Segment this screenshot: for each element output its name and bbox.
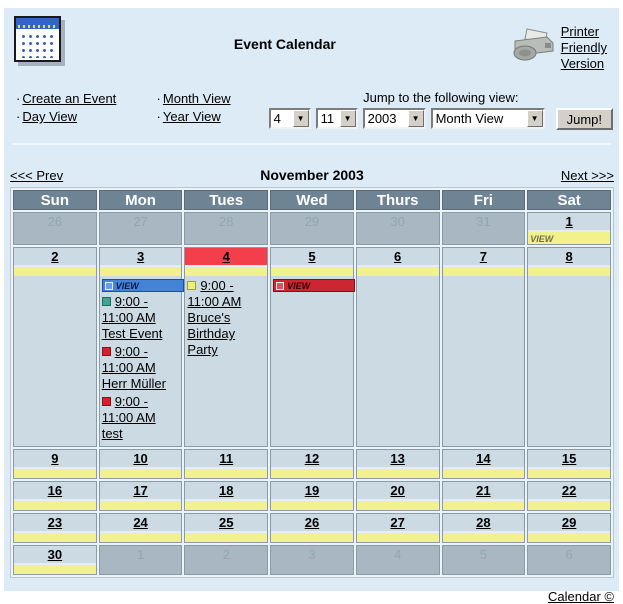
day-cell: [270, 513, 354, 543]
day-cell: [356, 247, 440, 447]
date-row: [528, 482, 610, 499]
day-cell: [13, 545, 97, 575]
event-color-icon: [102, 397, 111, 406]
day-header: Thurs: [356, 190, 440, 210]
event-strip[interactable]: [14, 265, 96, 276]
event-strip[interactable]: [185, 467, 267, 478]
page-panel: [4, 8, 619, 591]
date-row: [357, 482, 439, 499]
date-row: [528, 450, 610, 467]
view-label: VIEW: [116, 281, 139, 291]
day-cell: [99, 212, 183, 245]
event-strip[interactable]: [357, 531, 439, 542]
date-row: [528, 546, 610, 563]
view-button-blue[interactable]: [102, 279, 184, 292]
event-strip[interactable]: [185, 499, 267, 510]
view-label: VIEW: [530, 234, 553, 244]
divider: [12, 143, 611, 145]
date-row: [271, 450, 353, 467]
day-link[interactable]: 30: [48, 547, 62, 562]
day-cell: [270, 481, 354, 511]
event-strip[interactable]: [443, 531, 525, 542]
chevron-down-icon: ▼: [408, 110, 424, 127]
date-row: [14, 248, 96, 265]
date-row: [185, 248, 267, 265]
day-cell: [13, 481, 97, 511]
day-number-inactive: 28: [219, 214, 233, 229]
day-cell: [184, 449, 268, 479]
prev-month-link[interactable]: <<< Prev: [10, 168, 63, 183]
day-link[interactable]: 14: [476, 451, 490, 466]
date-row: [14, 450, 96, 467]
day-link[interactable]: 11: [219, 451, 233, 466]
day-cell: [356, 513, 440, 543]
jump-controls: [269, 108, 613, 130]
nav-link-create-event[interactable]: Create an Event: [22, 91, 116, 106]
day-cell: [270, 545, 354, 575]
event-strip[interactable]: [528, 531, 610, 542]
day-cell: [184, 545, 268, 575]
date-row: [443, 248, 525, 265]
day-header: Wed: [270, 190, 354, 210]
day-link[interactable]: 3: [137, 249, 144, 264]
view-select[interactable]: [431, 108, 545, 129]
day-cell: [527, 513, 611, 543]
event-strip[interactable]: [357, 499, 439, 510]
date-row: [100, 248, 182, 265]
footer: [10, 589, 614, 604]
day-cell: [184, 247, 268, 447]
event-strip[interactable]: [528, 499, 610, 510]
day-link[interactable]: 10: [133, 451, 147, 466]
date-row: [357, 213, 439, 230]
event-strip[interactable]: [271, 499, 353, 510]
date-row: [185, 213, 267, 230]
day-link[interactable]: 24: [133, 515, 147, 530]
printer-icon[interactable]: [509, 25, 557, 72]
events-area: [528, 276, 610, 426]
event-strip[interactable]: [100, 499, 182, 510]
printer-friendly-links: [561, 24, 607, 72]
day-header: Mon: [99, 190, 183, 210]
day-cell: [356, 449, 440, 479]
week-row: [13, 545, 611, 575]
day-link[interactable]: 2: [51, 249, 58, 264]
day-cell: [99, 247, 183, 447]
date-row: [100, 514, 182, 531]
event-strip[interactable]: [100, 467, 182, 478]
date-row: [14, 514, 96, 531]
events-area: [443, 276, 525, 426]
day-number-inactive: 29: [305, 214, 319, 229]
day-link[interactable]: 29: [562, 515, 576, 530]
event-strip[interactable]: [271, 531, 353, 542]
event-link[interactable]: [102, 394, 180, 442]
event-color-icon: [187, 281, 196, 290]
jump-panel: [269, 90, 613, 130]
day-cell: [356, 212, 440, 245]
date-row: [443, 482, 525, 499]
day-cell: [184, 212, 268, 245]
day-link[interactable]: 25: [219, 515, 233, 530]
day-cell: [527, 481, 611, 511]
day-select-value: 11: [318, 110, 340, 127]
event-strip[interactable]: [14, 531, 96, 542]
date-row: [357, 248, 439, 265]
day-number-inactive: 2: [223, 547, 230, 562]
event-strip[interactable]: [528, 265, 610, 276]
day-number-inactive: 3: [308, 547, 315, 562]
event-link[interactable]: [187, 278, 265, 358]
day-link[interactable]: 20: [390, 483, 404, 498]
date-row: [528, 248, 610, 265]
event-strip[interactable]: [185, 265, 267, 276]
day-cell: [527, 212, 611, 245]
date-row: [357, 546, 439, 563]
date-row: [271, 514, 353, 531]
nav-row: [16, 90, 613, 130]
date-row: [357, 514, 439, 531]
day-cell: [356, 545, 440, 575]
nav-link-month-view[interactable]: Month View: [163, 91, 231, 106]
printer-friendly-link-line2[interactable]: Friendly: [561, 40, 607, 56]
week-row: [13, 247, 611, 447]
event-color-icon: [102, 297, 111, 306]
event-strip[interactable]: [443, 265, 525, 276]
month-bar: [10, 167, 614, 183]
event-label: 9:00 - 11:00 AM Bruce's Birthday Party: [187, 278, 241, 357]
event-strip[interactable]: [100, 265, 182, 276]
nav-column-2: [157, 90, 269, 130]
date-row: [271, 546, 353, 563]
day-link[interactable]: 21: [476, 483, 490, 498]
day-link[interactable]: 26: [305, 515, 319, 530]
day-cell: [99, 513, 183, 543]
chevron-down-icon: ▼: [293, 110, 309, 127]
event-label: 9:00 - 11:00 AM test: [102, 394, 156, 441]
date-row: [14, 546, 96, 563]
day-link[interactable]: 17: [133, 483, 147, 498]
date-row: [443, 213, 525, 230]
date-row: [185, 546, 267, 563]
month-select-value: 4: [271, 110, 293, 127]
events-area: [185, 276, 267, 426]
day-header: Sat: [527, 190, 611, 210]
day-link[interactable]: 13: [390, 451, 404, 466]
header: [10, 14, 613, 76]
day-cell: [270, 449, 354, 479]
event-strip[interactable]: [14, 499, 96, 510]
calendar-copyright-link[interactable]: Calendar ©: [548, 589, 614, 604]
page-title: Event Calendar: [61, 14, 509, 52]
day-cell: [99, 449, 183, 479]
day-link[interactable]: 7: [480, 249, 487, 264]
week-row: [13, 513, 611, 543]
view-bar-yellow[interactable]: [528, 230, 610, 244]
jump-label: Jump to the following view:: [269, 90, 613, 105]
event-strip[interactable]: [100, 531, 182, 542]
day-link[interactable]: 5: [308, 249, 315, 264]
date-row: [185, 514, 267, 531]
day-cell: [184, 513, 268, 543]
chevron-down-icon: ▼: [527, 110, 543, 127]
printer-friendly-link-line3[interactable]: Version: [561, 56, 607, 72]
day-header: Sun: [13, 190, 97, 210]
week-row: [13, 212, 611, 245]
year-select-value: 2003: [365, 110, 408, 127]
date-row: [271, 482, 353, 499]
event-strip[interactable]: [271, 467, 353, 478]
day-link[interactable]: 1: [565, 214, 572, 229]
date-row: [100, 450, 182, 467]
events-area: [14, 276, 96, 426]
event-strip[interactable]: [443, 499, 525, 510]
day-header: Tues: [184, 190, 268, 210]
day-cell: [527, 247, 611, 447]
event-strip[interactable]: [528, 467, 610, 478]
day-link[interactable]: 16: [48, 483, 62, 498]
day-cell: [184, 481, 268, 511]
jump-button[interactable]: Jump!: [556, 108, 613, 130]
day-link[interactable]: 18: [219, 483, 233, 498]
nav-column-1: [16, 90, 157, 130]
day-number-inactive: 6: [565, 547, 572, 562]
day-cell: [13, 212, 97, 245]
day-number-inactive: 4: [394, 547, 401, 562]
year-select[interactable]: [363, 108, 426, 129]
day-cell: [442, 513, 526, 543]
day-link[interactable]: 22: [562, 483, 576, 498]
date-row: [100, 546, 182, 563]
day-link[interactable]: 23: [48, 515, 62, 530]
nav-link-day-view[interactable]: Day View: [22, 109, 77, 124]
day-cell: [527, 449, 611, 479]
date-row: [271, 248, 353, 265]
date-row: [357, 450, 439, 467]
date-row: [443, 450, 525, 467]
day-cell: [270, 247, 354, 447]
view-button-red[interactable]: [273, 279, 355, 292]
day-link[interactable]: 27: [390, 515, 404, 530]
date-row: [185, 450, 267, 467]
day-cell: [356, 481, 440, 511]
events-area: [357, 276, 439, 426]
day-cell: [442, 212, 526, 245]
event-strip[interactable]: [357, 265, 439, 276]
event-strip[interactable]: [443, 467, 525, 478]
day-link[interactable]: 6: [394, 249, 401, 264]
date-row: [185, 482, 267, 499]
date-row: [271, 213, 353, 230]
calendar-icon-grid: [18, 31, 57, 58]
event-color-icon: [102, 347, 111, 356]
week-row: [13, 481, 611, 511]
day-link[interactable]: 19: [305, 483, 319, 498]
event-link[interactable]: [102, 344, 180, 392]
day-cell: [13, 513, 97, 543]
printer-friendly-link-line1[interactable]: Printer: [561, 24, 607, 40]
calendar-icon-topbar: [16, 18, 59, 29]
day-link[interactable]: 8: [565, 249, 572, 264]
event-strip[interactable]: [185, 531, 267, 542]
day-cell: [99, 545, 183, 575]
calendar-table: [10, 187, 614, 578]
date-row: [528, 514, 610, 531]
day-cell: [442, 545, 526, 575]
day-number-inactive: 26: [48, 214, 62, 229]
month-title: November 2003: [130, 167, 494, 183]
day-link[interactable]: 15: [562, 451, 576, 466]
day-cell: [442, 247, 526, 447]
event-label: 9:00 - 11:00 AM Herr Müller: [102, 344, 166, 391]
date-row: [100, 213, 182, 230]
event-link[interactable]: [102, 294, 180, 342]
chevron-down-icon: ▼: [340, 110, 356, 127]
day-number-inactive: 5: [480, 547, 487, 562]
day-cell: [270, 212, 354, 245]
events-area: [271, 276, 353, 426]
day-link[interactable]: 4: [223, 249, 230, 264]
view-button-square-icon: [276, 282, 284, 290]
view-label: VIEW: [287, 281, 310, 291]
day-number-inactive: 1: [137, 547, 144, 562]
event-strip[interactable]: [14, 563, 96, 574]
day-header-row: [13, 190, 611, 210]
month-select[interactable]: [269, 108, 311, 129]
day-link[interactable]: 12: [305, 451, 319, 466]
date-row: [443, 546, 525, 563]
events-area: [100, 276, 182, 446]
view-select-value: Month View: [433, 110, 527, 127]
event-strip[interactable]: [14, 467, 96, 478]
day-cell: [527, 545, 611, 575]
date-row: [14, 482, 96, 499]
day-cell: [13, 449, 97, 479]
next-month-link[interactable]: Next >>>: [561, 168, 614, 183]
day-cell: [442, 449, 526, 479]
event-label: 9:00 - 11:00 AM Test Event: [102, 294, 163, 341]
date-row: [528, 213, 610, 230]
day-number-inactive: 31: [476, 214, 490, 229]
nav-link-year-view[interactable]: Year View: [163, 109, 221, 124]
view-button-square-icon: [105, 282, 113, 290]
date-row: [443, 514, 525, 531]
printer-friendly-block: [509, 24, 607, 72]
day-select[interactable]: [316, 108, 358, 129]
event-strip[interactable]: [357, 467, 439, 478]
day-header: Fri: [442, 190, 526, 210]
day-number-inactive: 27: [133, 214, 147, 229]
day-cell: [442, 481, 526, 511]
day-cell: [13, 247, 97, 447]
day-cell: [99, 481, 183, 511]
week-row: [13, 449, 611, 479]
date-row: [14, 213, 96, 230]
date-row: [100, 482, 182, 499]
day-link[interactable]: 28: [476, 515, 490, 530]
day-link[interactable]: 9: [51, 451, 58, 466]
day-number-inactive: 30: [390, 214, 404, 229]
calendar-icon: [14, 16, 61, 62]
event-strip[interactable]: [271, 265, 353, 276]
